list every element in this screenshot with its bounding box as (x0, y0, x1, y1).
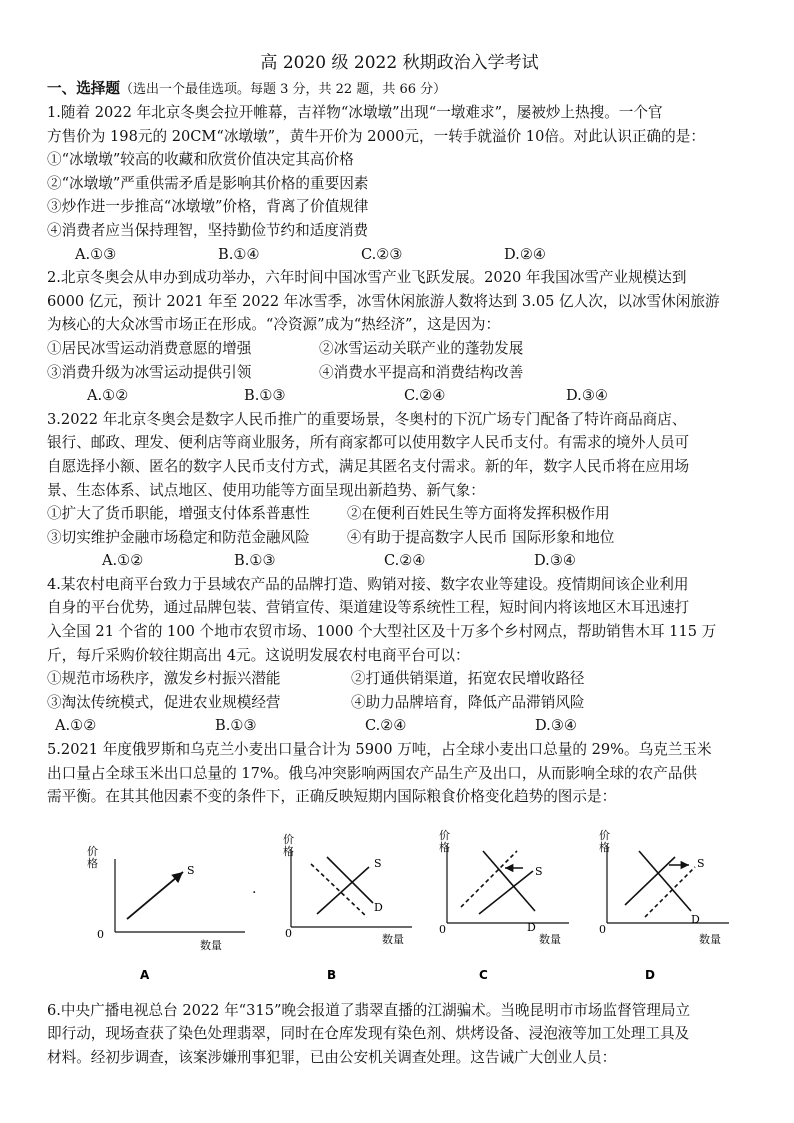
q6-stem-line: 即行动，现场查获了染色处理翡翠，同时在仓库发现有染色剂、烘烤设备、浸泡液等加工处理工具及 (47, 1025, 690, 1043)
demand-curve-shifted (311, 864, 367, 917)
q3-statement: ③切实维护金融市场稳定和防范金融风险 (47, 528, 310, 546)
q3-option-a[interactable]: A.①② (102, 552, 144, 570)
q4-option-b[interactable]: B.①③ (215, 717, 257, 735)
demand-label: D (527, 920, 536, 934)
origin-label: 0 (97, 927, 104, 941)
exam-page (47, 52, 752, 1070)
q3-option-d[interactable]: D.③④ (534, 552, 576, 570)
question-4 (47, 573, 752, 738)
q6-stem-line: 材料。经初步调查，该案涉嫌刑事犯罪，已由公安机关调查处理。这告诫广大创业人员： (47, 1049, 617, 1066)
diagram-c-svg (399, 819, 559, 989)
q2-stem-line: 6000 亿元，预计 2021 年至 2022 年冰雪季，冰雪休闲旅游人数将达到 3.05 亿人次，以冰雪休闲旅游 (47, 292, 720, 310)
q4-option-a[interactable]: A.①② (55, 717, 97, 735)
demand-curve (639, 851, 691, 911)
q3-statement-row (47, 502, 752, 526)
q4-statement: ②打通供销渠道，拓宽农民增收路径 (351, 670, 585, 688)
q3-stem-line: 银行、邮政、理发、便利店等商业服务，所有商家都可以使用数字人民币支付。有需求的境外人员可 (47, 434, 690, 452)
q2-statement: ②冰雪运动关联产业的蓬勃发展 (319, 339, 524, 357)
q4-stem-line: 4.某农村电商平台致力于县域农产品的品牌打造、购销对接、数字农业等建设。疫情期间该企业利用 (47, 575, 689, 593)
q2-stem-line: 2.北京冬奥会从申办到成功举办，六年时间中国冰雪产业飞跃发展。2020 年我国冰雪产业规模达到 (47, 269, 687, 287)
q4-statement-row (47, 691, 752, 715)
q1-answers (47, 243, 752, 267)
q1-option-a[interactable]: A.①③ (75, 245, 117, 263)
supply-curve-shifted (645, 867, 695, 917)
y-axis-label: 价格 (87, 844, 98, 870)
q2-statement-row (47, 361, 752, 385)
section-note: （选出一个最佳选项。每题 3 分，共 22 题，共 66 分） (119, 82, 447, 97)
q3-option-c[interactable]: C.②④ (384, 552, 426, 570)
x-axis-label: 数量 (539, 932, 561, 946)
diagram-b-svg (247, 819, 407, 989)
q4-stem-line: 斤，每斤采购价较往期高出 4元。这说明发展农村电商平台可以： (47, 646, 470, 664)
q3-statement: ②在便利百姓民生等方面将发挥积极作用 (347, 505, 610, 523)
q2-answers (47, 384, 752, 408)
diagram-a-svg (85, 819, 245, 989)
question-6 (47, 999, 752, 1070)
q4-statement-row (47, 667, 752, 691)
q3-statement: ④有助于提高数字人民币 国际形象和地位 (347, 528, 615, 546)
q4-statement: ③淘汰传统模式，促进农业规模经营 (47, 693, 281, 711)
q1-option-c[interactable]: C.②③ (361, 245, 403, 263)
diagram-c-label: C (479, 967, 488, 982)
origin-label: 0 (285, 926, 292, 940)
q2-stem-line: 为核心的大众冰雪市场正在形成。“冷资源”成为“热经济”，这是因为： (47, 316, 501, 334)
q2-option-b[interactable]: B.①③ (244, 387, 286, 405)
q4-answers (47, 714, 752, 738)
q1-stem-line: 1.随着 2022 年北京冬奥会拉开帷幕，吉祥物“冰墩墩”出现“一墩难求”，屡被炒上热搜。一个官 (47, 104, 663, 121)
q4-statement: ①规范市场秩序，激发乡村振兴潜能 (47, 670, 281, 688)
x-axis-label: 数量 (699, 932, 721, 946)
q3-option-b[interactable]: B.①③ (234, 552, 276, 570)
demand-curve (327, 857, 373, 903)
q4-statement: ④助力品牌培育，降低产品滞销风险 (351, 693, 585, 711)
q5-stem-line: 需平衡。在其其他因素不变的条件下，正确反映短期内国际粮食价格变化趋势的图示是： (47, 788, 617, 806)
q1-stem-line: 方售价为 198元的 20CM“冰墩墩”，黄牛开价为 2000元，一转手就溢价 10倍。对此认识正确的是： (47, 127, 705, 145)
demand-label: D (691, 912, 700, 926)
q3-stem-line: 3.2022 年北京冬奥会是数字人民币推广的重要场景，冬奥村的下沉广场专门配备了特许商品商店、 (47, 410, 687, 428)
diagram-d-svg (567, 819, 727, 989)
supply-label: S (535, 864, 543, 878)
origin-label: 0 (439, 922, 446, 936)
q5-stem-line: 5.2021 年度俄罗斯和乌克兰小麦出口量合计为 5900 万吨，占全球小麦出口总量的 29%。乌克兰玉米 (47, 741, 712, 759)
supply-label: S (374, 856, 382, 870)
diagram-b[interactable] (247, 819, 407, 989)
q1-statement: ③炒作进一步推高“冰墩墩”价格，背离了价值规律 (47, 198, 369, 216)
q1-option-d[interactable]: D.②④ (504, 245, 546, 263)
diagram-d-label: D (645, 967, 655, 982)
y-axis-label: 价格 (439, 828, 450, 854)
q1-statement: ④消费者应当保持理智，坚持勤俭节约和适度消费 (47, 221, 369, 239)
diagram-a[interactable] (85, 819, 245, 989)
q3-answers (47, 549, 752, 573)
demand-curve (483, 851, 535, 911)
x-axis-label: 数量 (382, 932, 404, 946)
q4-option-d[interactable]: D.③④ (535, 717, 577, 735)
exam-title: 高 2020 级 2022 秋期政治入学考试 (260, 53, 539, 73)
q3-stem-line: 自愿选择小额、匿名的数字人民币支付方式，满足其匿名支付需求。新的年，数字人民币将在应用场 (47, 457, 690, 475)
q1-statement: ②“冰墩墩”严重供需矛盾是影响其价格的重要因素 (47, 174, 369, 192)
demand-label: D (374, 900, 383, 914)
origin-label: 0 (599, 922, 606, 936)
q1-statement: ①“冰墩墩”较高的收藏和欣赏价值决定其高价格 (47, 151, 354, 169)
q2-statement: ④消费水平提高和消费结构改善 (319, 363, 524, 381)
q2-option-d[interactable]: D.③④ (566, 387, 608, 405)
supply-curve (127, 872, 183, 919)
question-2 (47, 266, 752, 408)
question-3 (47, 408, 752, 573)
diagram-b-label: B (327, 967, 337, 982)
q2-statement: ③消费升级为冰雪运动提供引领 (47, 363, 252, 381)
section-heading (47, 78, 752, 101)
supply-curve-shifted (461, 851, 517, 907)
section-head: 一、选择题 (47, 80, 120, 97)
q2-statement: ①居民冰雪运动消费意愿的增强 (47, 339, 252, 357)
q2-statement-row (47, 337, 752, 361)
q6-stem-line: 6.中央广播电视总台 2022 年“315”晚会报道了翡翠直播的江湖骗术。当晚昆明市市场监督管理局立 (47, 1001, 691, 1019)
stray-dot: . (252, 880, 257, 897)
q4-stem-line: 入全国 21 个省的 100 个地市农贸市场、1000 个大型社区及十万多个乡村网点，帮助销售木耳 115 万 (47, 623, 717, 641)
q2-option-a[interactable]: A.①② (87, 387, 129, 405)
supply-label: S (697, 856, 705, 870)
q3-statement: ①扩大了货币职能，增强支付体系普惠性 (47, 505, 310, 523)
q5-stem-line: 出口量占全球玉米出口总量的 17%。俄乌冲突影响两国农产品生产及出口，从而影响全球的农产品供 (47, 764, 698, 782)
q4-option-c[interactable]: C.②④ (365, 717, 407, 735)
q3-statement-row (47, 526, 752, 550)
y-axis-label: 价格 (283, 832, 294, 858)
q3-stem-line: 景、生态体系、试点地区、使用功能等方面呈现出新趋势、新气象： (47, 481, 485, 499)
x-axis-label: 数量 (200, 938, 222, 952)
diagram-c[interactable] (399, 819, 559, 989)
supply-demand-diagrams (47, 819, 752, 989)
question-5 (47, 738, 752, 809)
q1-option-b[interactable]: B.①④ (218, 245, 260, 263)
y-axis-label: 价格 (599, 828, 610, 854)
q4-stem-line: 自身的平台优势，通过品牌包装、营销宣传、渠道建设等系统性工程，短时间内将该地区木耳迅速打 (47, 599, 690, 617)
q2-option-c[interactable]: C.②④ (404, 387, 446, 405)
diagram-a-label: A (140, 967, 150, 982)
supply-label: S (187, 863, 195, 877)
question-1 (47, 101, 752, 266)
diagram-d[interactable] (567, 819, 727, 989)
